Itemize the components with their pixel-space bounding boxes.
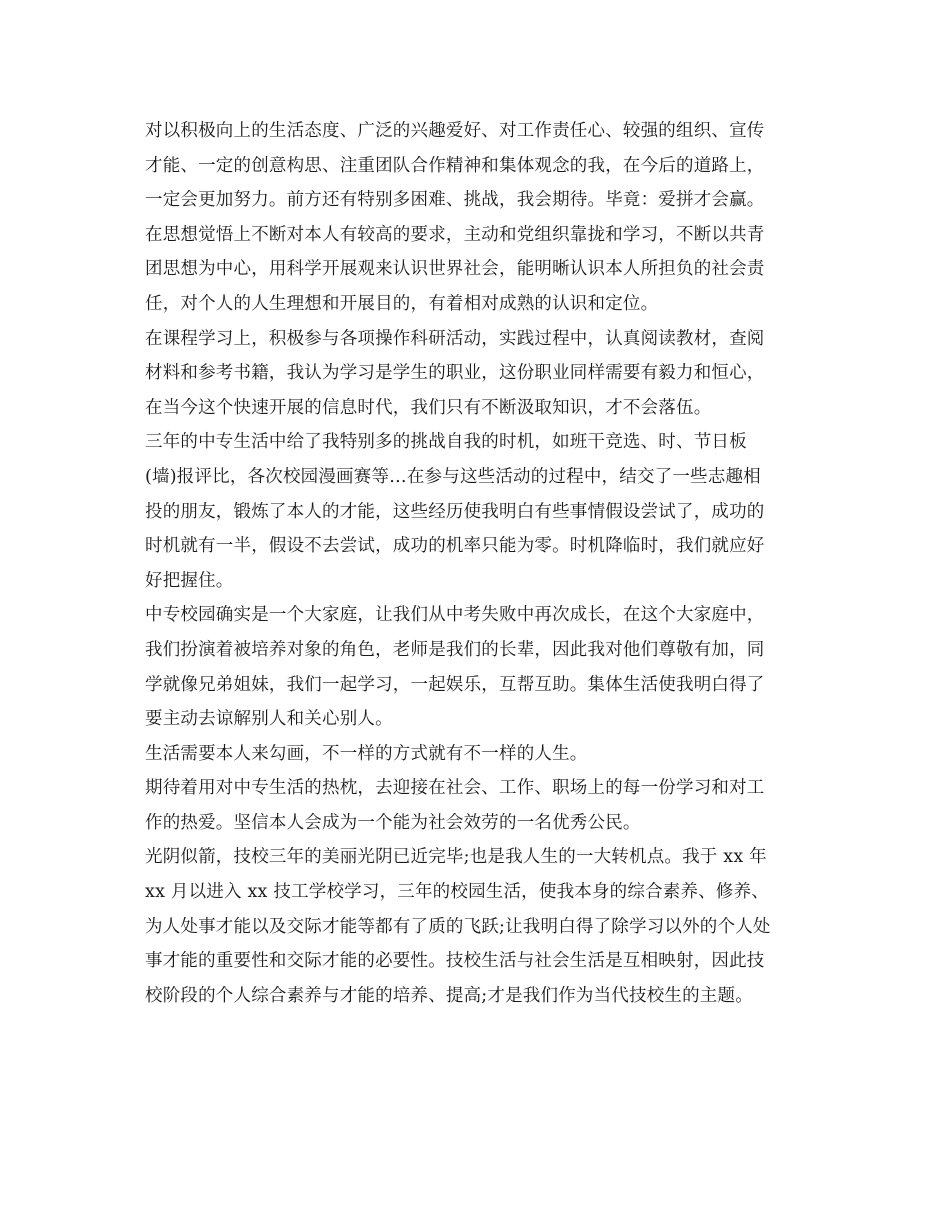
- text-line: 中专校园确实是一个大家庭，让我们从中考失败中再次成长，在这个大家庭中，: [145, 605, 765, 626]
- text-line: 三年的中专生活中给了我特别多的挑战自我的时机，如班干竞选、时、节日板: [145, 432, 747, 453]
- text-line: 为人处事才能以及交际才能等都有了质的飞跃;让我明白得了除学习以外的个人处: [145, 916, 771, 937]
- text-line: 生活需要本人来勾画，不一样的方式就有不一样的人生。: [145, 743, 588, 764]
- text-line: 在课程学习上，积极参与各项操作科研活动，实践过程中，认真阅读教材，查阅: [145, 328, 765, 349]
- paragraph: [145, 114, 815, 218]
- text-line: 期待着用对中专生活的热枕，去迎接在社会、工作、职场上的每一份学习和对工: [145, 778, 765, 799]
- paragraph: [145, 218, 815, 322]
- paragraph: [145, 598, 815, 736]
- text-line: 团思想为中心，用科学开展观来认识世界社会，能明晰认识本人所担负的社会责: [145, 259, 765, 280]
- paragraph: [145, 840, 815, 1013]
- text-line: 事才能的重要性和交际才能的必要性。技校生活与社会生活是互相映射，因此技: [145, 951, 765, 972]
- text-line: 在当今这个快速开展的信息时代，我们只有不断汲取知识，才不会落伍。: [145, 397, 712, 418]
- text-line: 校阶段的个人综合素养与才能的培养、提高;才是我们作为当代技校生的主题。: [145, 985, 753, 1006]
- text-line: 才能、一定的创意构思、注重团队合作精神和集体观念的我，在今后的道路上，: [145, 155, 765, 176]
- paragraph: [145, 322, 815, 426]
- text-line: 要主动去谅解别人和关心别人。: [145, 709, 393, 730]
- text-line: 在思想觉悟上不断对本人有较高的要求，主动和党组织靠拢和学习，不断以共青: [145, 224, 765, 245]
- document-body: [145, 114, 815, 1013]
- text-line: 光阴似箭，技校三年的美丽光阴已近完毕;也是我人生的一大转机点。我于 xx 年: [145, 847, 767, 868]
- paragraph: [145, 771, 815, 840]
- text-line: 时机就有一半，假设不去尝试，成功的机率只能为零。时机降临时，我们就应好: [145, 536, 765, 557]
- text-line: 学就像兄弟姐妹，我们一起学习，一起娱乐，互帮互助。集体生活使我明白得了: [145, 674, 765, 695]
- paragraph: [145, 737, 815, 772]
- text-line: 我们扮演着被培养对象的角色，老师是我们的长辈，因此我对他们尊敬有加，同: [145, 639, 765, 660]
- text-line: 一定会更加努力。前方还有特别多困难、挑战，我会期待。毕竟：爱拼才会赢。: [145, 190, 765, 211]
- text-line: 好把握住。: [145, 570, 234, 591]
- text-line: (墙)报评比，各次校园漫画赛等…在参与这些活动的过程中，结交了一些志趣相: [145, 466, 761, 487]
- text-line: 材料和参考书籍，我认为学习是学生的职业，这份职业同样需要有毅力和恒心，: [145, 363, 765, 384]
- text-line: 作的热爱。坚信本人会成为一个能为社会效劳的一名优秀公民。: [145, 812, 641, 833]
- text-line: xx 月以进入 xx 技工学校学习，三年的校园生活，使我本身的综合素养、修养、: [145, 882, 769, 903]
- text-line: 投的朋友，锻炼了本人的才能，这些经历使我明白有些事情假设尝试了，成功的: [145, 501, 765, 522]
- text-line: 对以积极向上的生活态度、广泛的兴趣爱好、对工作责任心、较强的组织、宣传: [145, 121, 765, 141]
- paragraph: [145, 425, 815, 598]
- text-line: 任，对个人的人生理想和开展目的，有着相对成熟的认识和定位。: [145, 293, 659, 314]
